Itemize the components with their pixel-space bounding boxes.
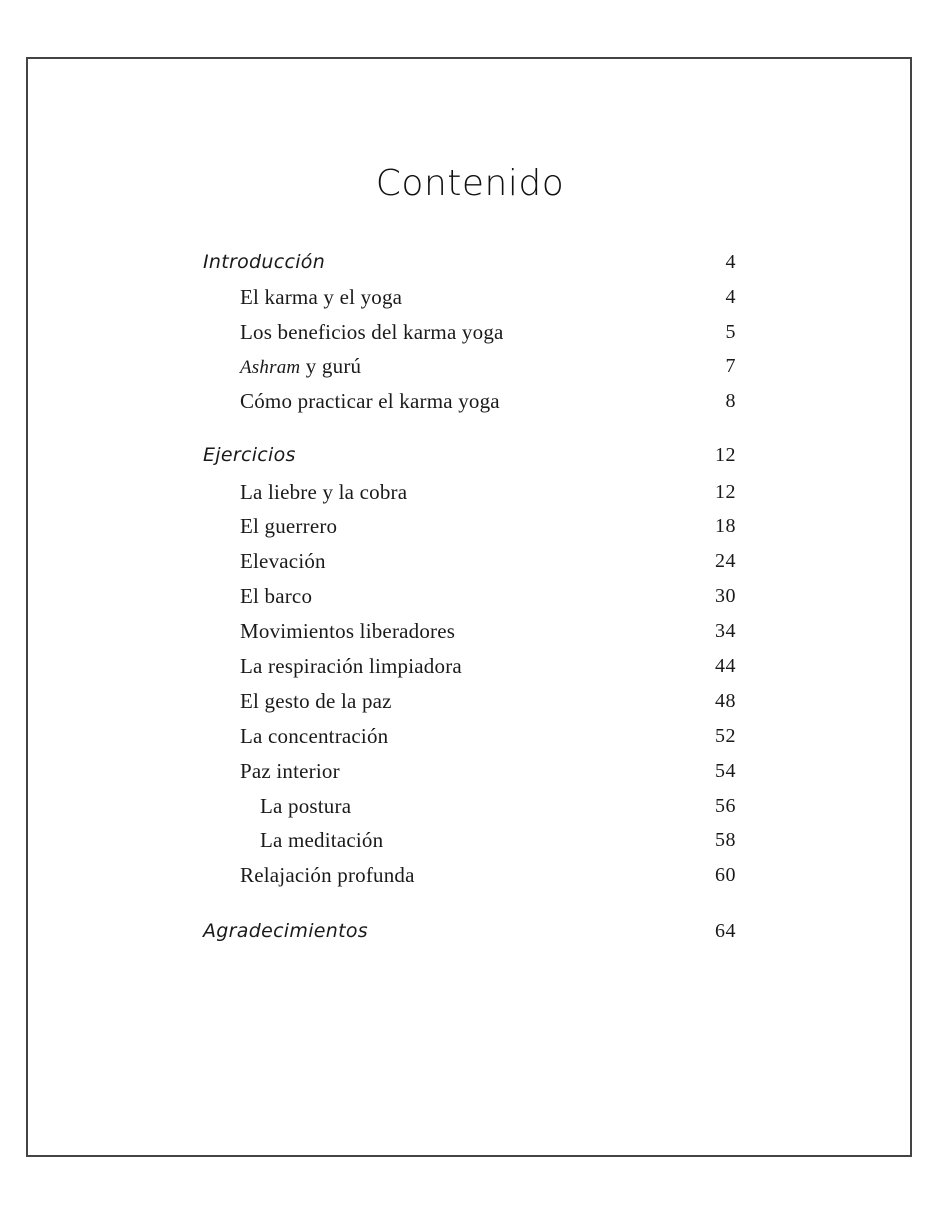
toc-section-ejercicios[interactable] xyxy=(0,440,940,470)
toc-entry[interactable] xyxy=(0,511,940,541)
toc-page-number: 12 xyxy=(715,481,736,503)
toc-subentry[interactable] xyxy=(0,825,940,855)
toc-entry-label: El guerrero xyxy=(240,514,338,538)
toc-page-number: 58 xyxy=(715,829,736,851)
toc-page-number: 54 xyxy=(715,760,736,782)
toc-page-number: 34 xyxy=(715,620,736,642)
toc-page-number: 48 xyxy=(715,690,736,712)
toc-section-label: Introducción xyxy=(203,251,326,273)
toc-entry-label: La respiración limpiadora xyxy=(240,654,462,678)
toc-entry-label: El barco xyxy=(240,584,313,608)
toc-entry[interactable] xyxy=(0,581,940,611)
toc-entry-label: Movimientos liberadores xyxy=(240,619,456,643)
toc-entry[interactable] xyxy=(0,386,940,416)
toc-entry[interactable] xyxy=(0,721,940,751)
toc-entry[interactable] xyxy=(0,756,940,786)
toc-entry-label: Elevación xyxy=(240,549,326,573)
page-title: Contenido xyxy=(375,163,565,204)
toc-page-number: 5 xyxy=(725,321,736,343)
toc-page-number: 12 xyxy=(715,444,736,466)
toc-entry[interactable] xyxy=(0,317,940,347)
toc-page-number: 8 xyxy=(725,390,736,412)
toc-entry-label: El gesto de la paz xyxy=(240,689,392,713)
toc-page-number: 30 xyxy=(715,585,736,607)
toc-entry-label: Paz interior xyxy=(240,759,340,783)
toc-page-number: 4 xyxy=(725,286,736,308)
toc-entry-label: Los beneficios del karma yoga xyxy=(240,320,504,344)
toc-entry-label: La concentración xyxy=(240,724,389,748)
toc-page-number: 52 xyxy=(715,725,736,747)
toc-page-number: 44 xyxy=(715,655,736,677)
toc-entry-label: Relajación profunda xyxy=(240,863,415,887)
toc-entry[interactable] xyxy=(0,477,940,507)
toc-section-introduccion[interactable] xyxy=(0,247,940,277)
toc-page-number: 7 xyxy=(725,355,736,377)
toc-section-agradecimientos[interactable] xyxy=(0,916,940,946)
toc-entry-label: El karma y el yoga xyxy=(240,285,403,309)
toc-entry[interactable] xyxy=(0,546,940,576)
toc-page-number: 4 xyxy=(725,251,736,273)
toc-entry[interactable] xyxy=(0,351,940,381)
toc-entry[interactable] xyxy=(0,282,940,312)
toc-page-number: 18 xyxy=(715,515,736,537)
toc-entry[interactable] xyxy=(0,686,940,716)
toc-section-label: Ejercicios xyxy=(203,444,296,466)
toc-subentry-label: La postura xyxy=(260,794,352,818)
toc-page-number: 24 xyxy=(715,550,736,572)
toc-entry-label: Cómo practicar el karma yoga xyxy=(240,389,500,413)
toc-entry[interactable] xyxy=(0,860,940,890)
toc-subentry[interactable] xyxy=(0,791,940,821)
toc-section-label: Agradecimientos xyxy=(203,920,368,942)
toc-entry-label-rest: y gurú xyxy=(300,354,362,378)
toc-subentry-label: La meditación xyxy=(260,828,384,852)
toc-entry-label-italic: Ashram xyxy=(240,357,301,378)
toc-entry-label xyxy=(240,351,361,383)
toc-entry[interactable] xyxy=(0,616,940,646)
toc-page-number: 64 xyxy=(715,920,736,942)
toc-entry-label: La liebre y la cobra xyxy=(240,480,408,504)
toc-entry[interactable] xyxy=(0,651,940,681)
toc-page-number: 56 xyxy=(715,795,736,817)
toc-page-number: 60 xyxy=(715,864,736,886)
